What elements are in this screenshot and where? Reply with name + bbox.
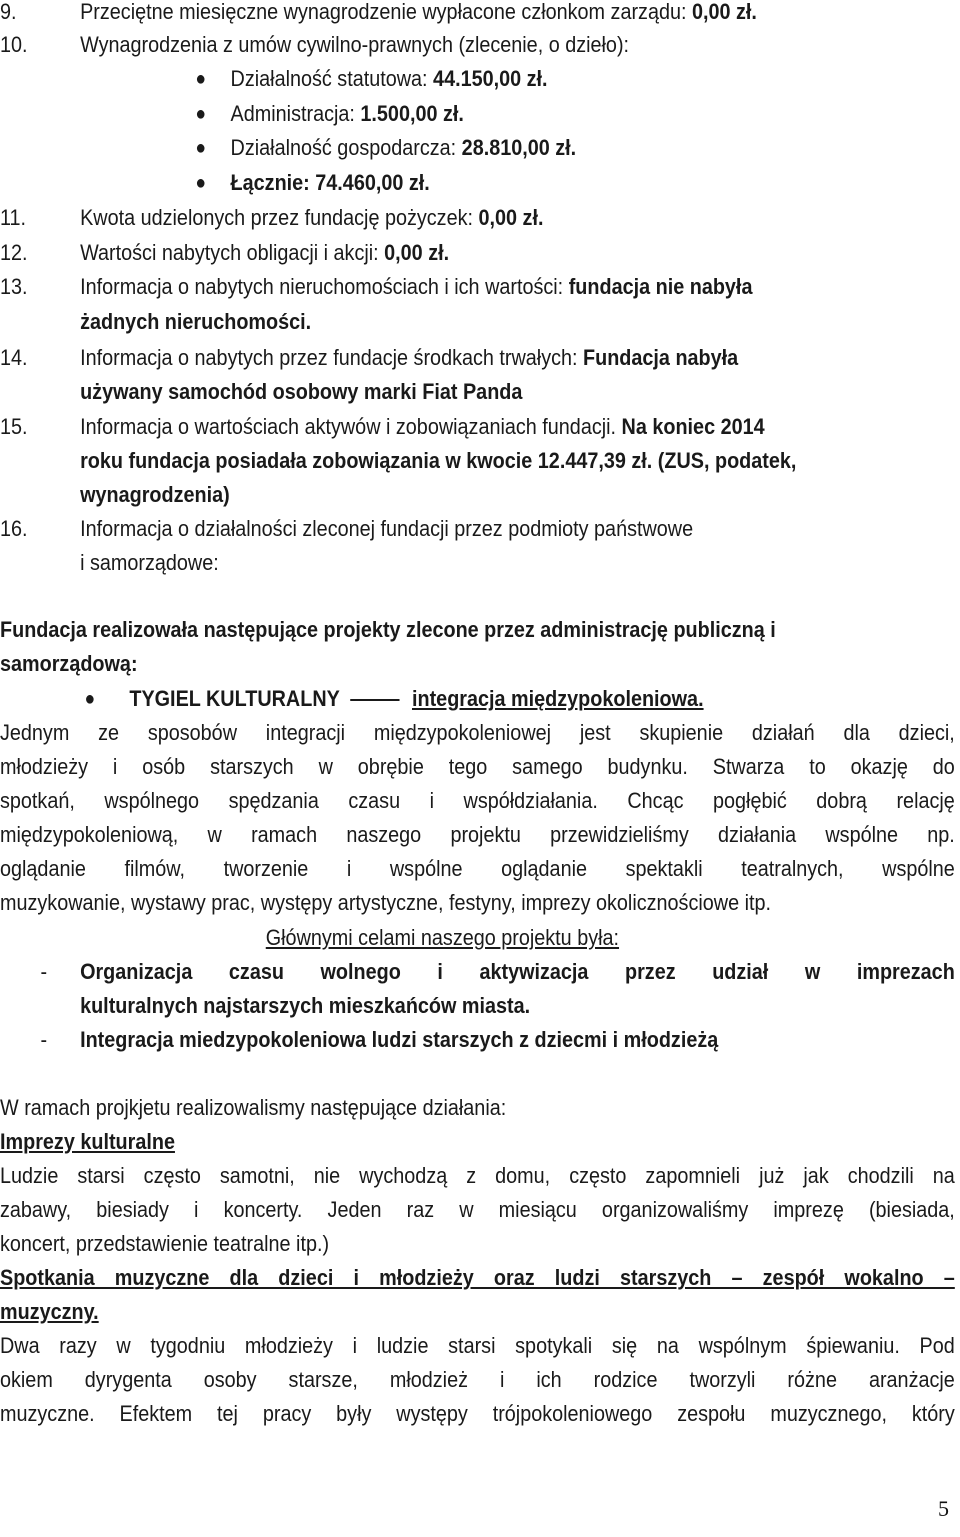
list-item-9 [0, 0, 757, 29]
item-number: 14. [0, 345, 28, 370]
page-number: 5 [938, 1496, 949, 1521]
list-item-14: 14. Informacja o nabytych przez fundacje środkach trwałych: Fundacja nabyła [0, 345, 739, 370]
activity-heading: Imprezy kulturalne [0, 1129, 175, 1154]
section-heading: Fundacja realizowała następujące projekty zlecone przez administrację publiczną i [0, 617, 776, 642]
list-item-11: 11. Kwota udzielonych przez fundację pożyczek: 0,00 zł. [0, 205, 544, 230]
item-number: 16. [0, 516, 28, 541]
item-text: Przeciętne miesięczne wynagrodzenie wypłacone członkom zarządu: [80, 0, 692, 24]
project-name: TYGIEL KULTURALNY [129, 686, 340, 711]
list-item-16: 16. Informacja o działalności zleconej fundacji przez podmioty państwowe [0, 516, 694, 541]
project-description: integracja międzypokoleniowa. [411, 686, 704, 711]
item-value: 0,00 zł. [691, 0, 757, 24]
goals-heading: Głównymi celami naszego projektu była: [265, 925, 620, 950]
list-item-12: 12. Wartości nabytych obligacji i akcji: 0,00 zł. [0, 240, 450, 265]
bullet-icon: ● [195, 137, 207, 159]
dash-line [350, 699, 399, 701]
section-heading-continuation: samorządową: [0, 651, 138, 676]
item-number: 15. [0, 414, 28, 439]
goal-text: Organizacja czasu wolnego i aktywizacja przez udział w imprezach [80, 959, 955, 984]
list-item-13-continuation: żadnych nieruchomości. [80, 309, 312, 334]
dash-marker: - [40, 1027, 48, 1052]
list-item-13: 13. Informacja o nabytych nieruchomościach i ich wartości: fundacja nie nabyła [0, 274, 753, 299]
list-item-16-continuation: i samorządowe: [80, 550, 219, 575]
list-item-15-continuation: wynagrodzenia) [80, 482, 230, 507]
item-text: Wynagrodzenia z umów cywilno-prawnych (zlecenie, o dzieło): [80, 32, 630, 57]
item-number: 11. [0, 205, 27, 230]
bullet-icon: ● [195, 172, 207, 194]
goal-text-continuation: kulturalnych najstarszych mieszkańców miasta. [80, 993, 531, 1018]
item-number: 10. [0, 32, 28, 57]
activity-heading: Spotkania muzyczne dla dzieci i młodzieży oraz ludzi starszych – zespół wokalno – [0, 1265, 955, 1290]
activity-heading-continuation: muzyczny. [0, 1299, 99, 1324]
item-number: 13. [0, 274, 28, 299]
bullet-icon: ● [84, 688, 96, 710]
goal-text: Integracja miedzypokoleniowa ludzi starszych z dziecmi i młodzieżą [80, 1027, 719, 1052]
item-number: 12. [0, 240, 28, 265]
activities-intro: W ramach projkjetu realizowalismy następujące działania: [0, 1095, 507, 1120]
list-item-15-continuation: roku fundacja posiadała zobowiązania w kwocie 12.447,39 zł. (ZUS, podatek, [80, 448, 797, 473]
item-number: 9. [0, 0, 17, 24]
document-page: 9. Przeciętne miesięczne wynagrodzenie wypłacone członkom zarządu: 0,00 zł. 10. Wynagrodzenia z umów cywilno-prawnych (zlecenie, o dzieło): ● Działalność statutowa: 44.150,00 zł. ● Administracja: 1.500,00 zł. ● Działalność gospodarcza: 28.810,00 zł. ● Łącznie: 74.460,00 zł. 11. Kwota udzielonych przez fundację pożyczek: 0,00 zł. 12. Wartości nabytych obligacji i akcji: 0,00 zł. 13. Informacja o nabytych nieruchomościach i ich wartości: fundacja nie nabyła żadnych nieruchomości. 14. Informacja o nabytych przez fundacje środkach trwałych: Fundacja nabyła używany samochód osobowy marki Fiat Panda 15. Informacja o wartościach aktywów i zobowiązaniach fundacji. Na koniec 2014 roku fundacja posiadała zobowiązania w kwocie 12.447,39 zł. (ZUS, podatek, wynagrodzenia) 16. Informacja o działalności zleconej fundacji przez podmioty państwowe i samorządowe: Fundacja realizowała następujące projekty zlecone przez administrację publiczną i samorządową: ● TYGIEL KULTURALNY integracja międzypokoleniowa. Jednym ze sposobów integracji międzypokoleniowej jest skupienie działań dla dzieci, młodzieży i osób starszych w obrębie tego samego budynku. Stwarza to okazję do spotkań, wspólnego spędzania czasu i współdziałania. Chcąc pogłębić dobrą relację międzypokoleniową, w ramach naszego projektu przewidzieliśmy działania wspólne np. oglądanie filmów, tworzenie i wspólne oglądanie spektakli teatralnych, wspólne muzykowanie, wystawy prac, występy artystyczne, festyny, imprezy okolicznościowe itp. Głównymi celami naszego projektu była: - Organizacja czasu wolnego i aktywizacja przez udział w imprezach kulturalnych najstarszych mieszkańców miasta. - Integracja miedzypokoleniowa ludzi starszych z dziecmi i młodzieżą W ramach projkjetu realizowalismy następujące działania: Imprezy kulturalne Ludzie starsi często samotni, nie wychodzą z domu, często zapomnieli już jak chodzili na zabawy, biesiady i koncerty. Jeden raz w miesiącu organizowaliśmy imprezę (biesiada, koncert, przedstawienie teatralne itp.) Spotkania muzyczne dla dzieci i młodzieży oraz ludzi starszych – zespół wokalno – muzyczny. Dwa razy w tygodniu młodzieży i ludzie starsi spotykali się na wspólnym śpiewaniu. Pod okiem dyrygenta osoby starsze, młodzież i ich rodzice tworzyli różne aranżacje muzyczne. Efektem tej pracy były występy trójpokoleniowego zespołu muzycznego, który [0, 0, 845, 1537]
bullet-icon: ● [195, 68, 207, 90]
list-item-10 [0, 28, 630, 62]
list-item-14-continuation: używany samochód osobowy marki Fiat Panda [80, 379, 523, 404]
dash-marker: - [40, 959, 48, 984]
bullet-icon: ● [195, 103, 207, 125]
list-item-15: 15. Informacja o wartościach aktywów i zobowiązaniach fundacji. Na koniec 2014 [0, 414, 765, 439]
